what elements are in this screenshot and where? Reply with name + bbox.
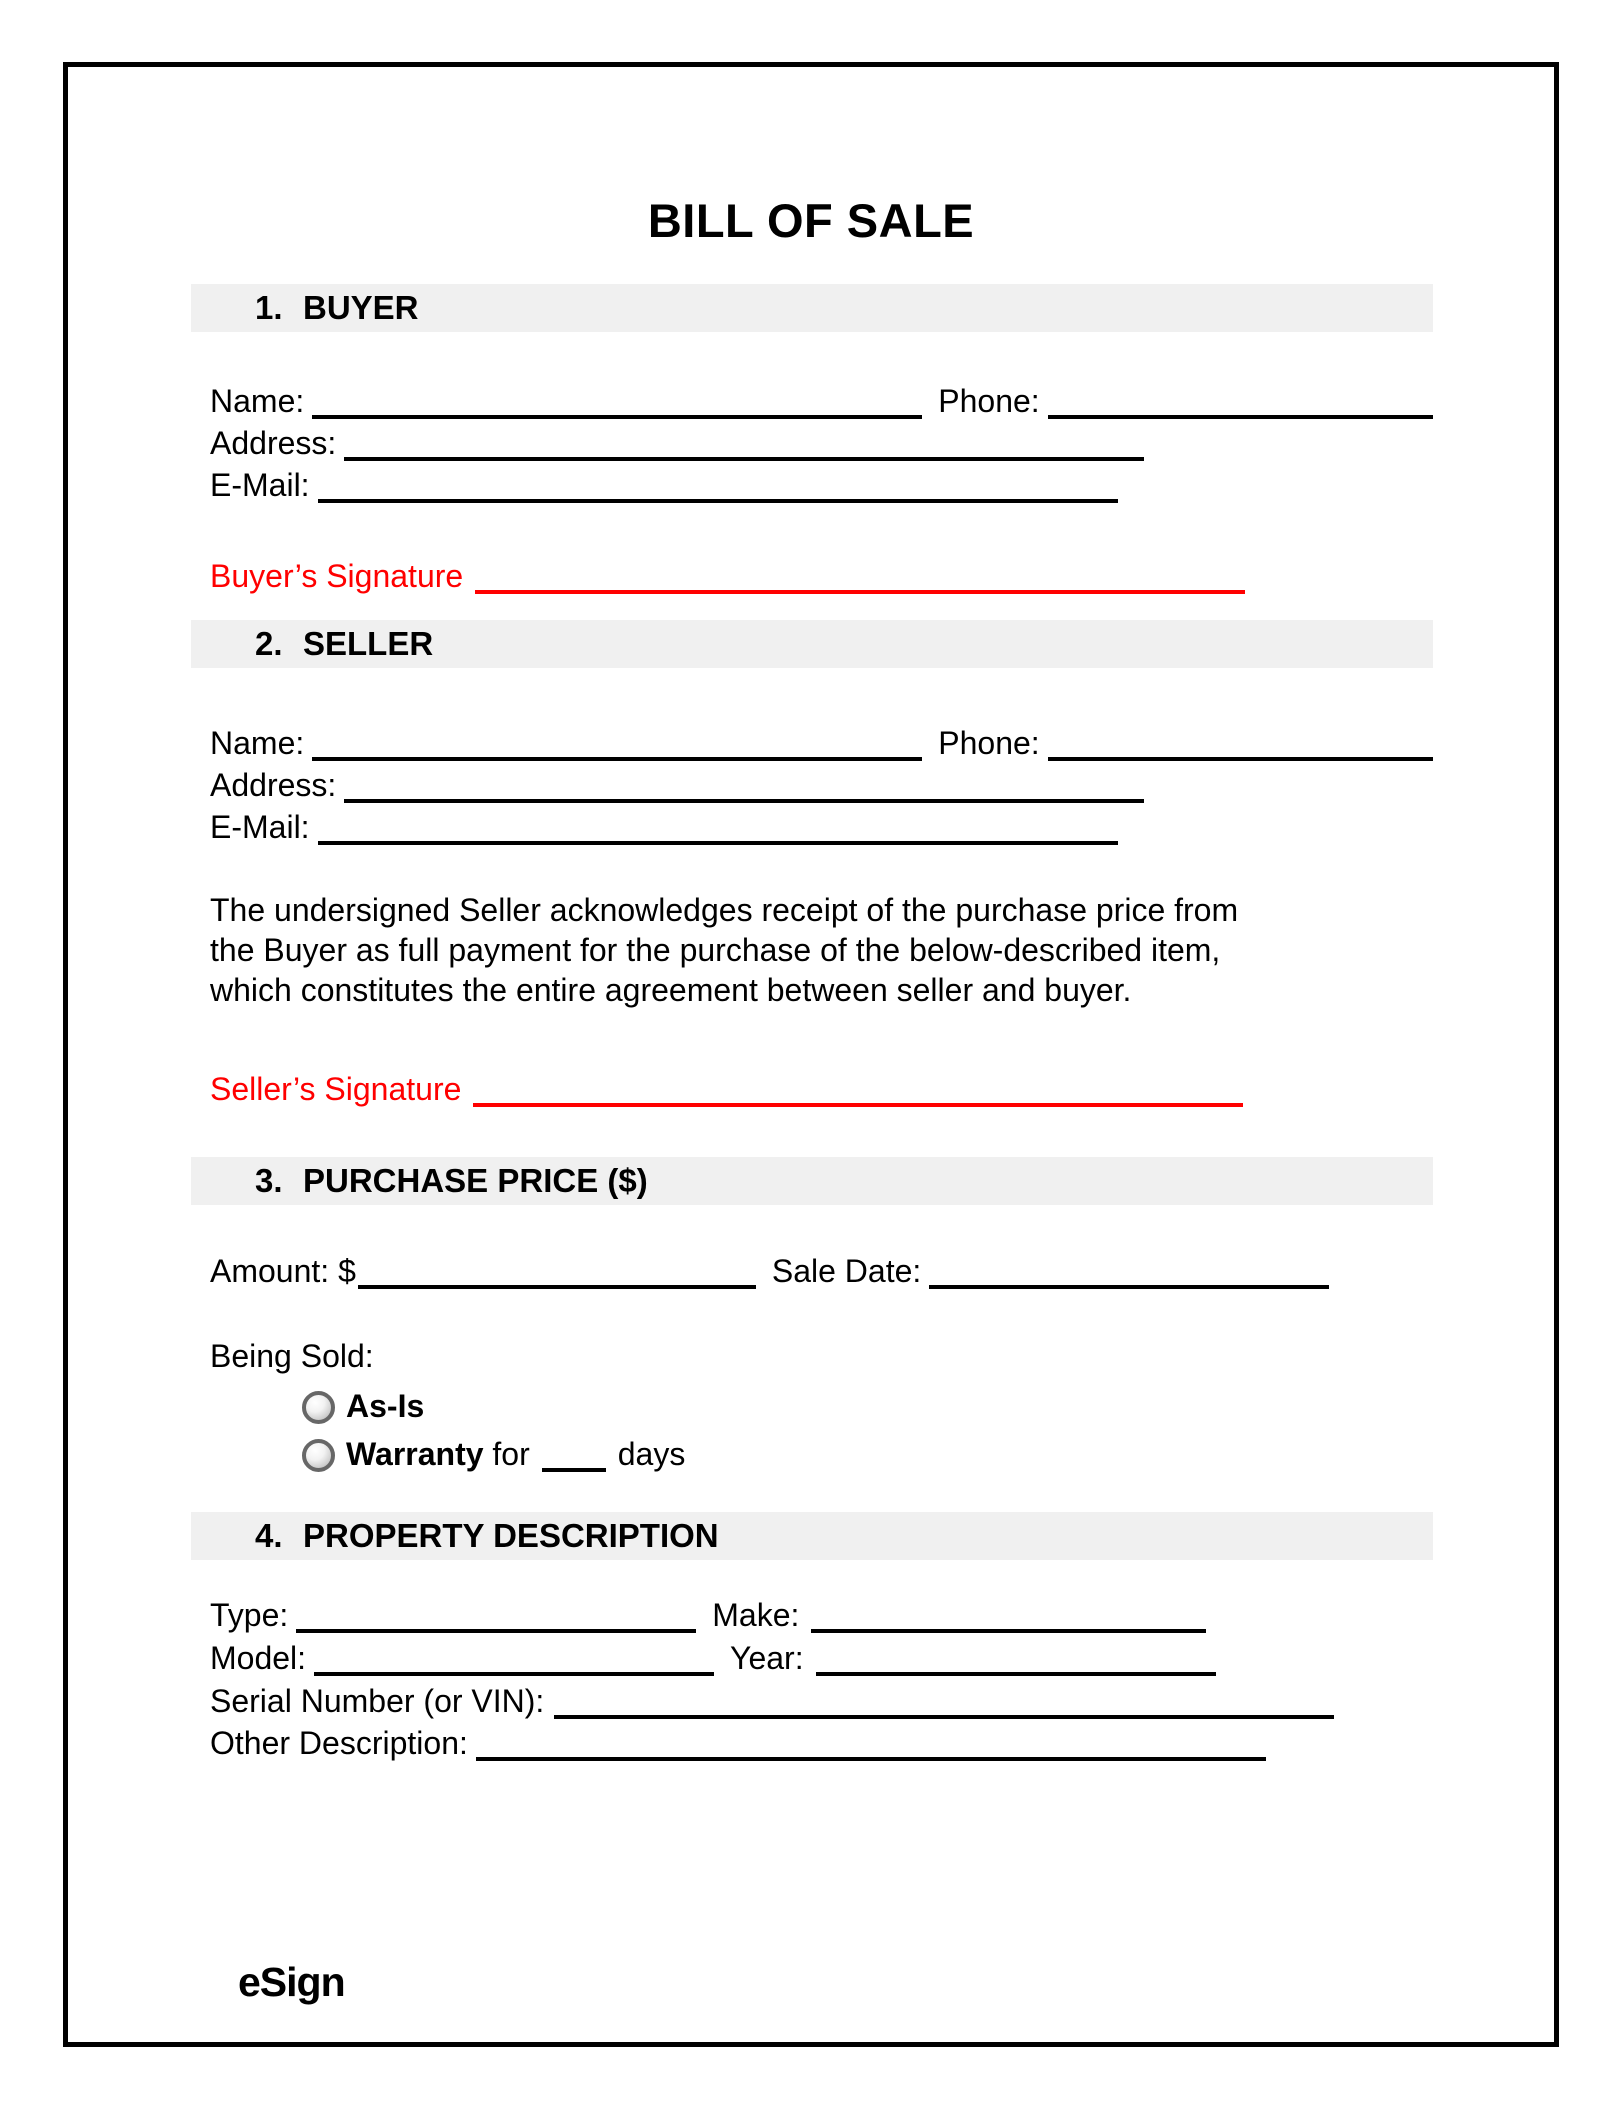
seller-email-row [210,807,1118,847]
section-number: 1. [255,289,283,326]
type-make-row [210,1595,1206,1635]
model-label: Model: [210,1640,307,1676]
seller-phone-line[interactable] [1048,727,1433,761]
buyer-name-label: Name: [210,383,305,419]
section-number: 4. [255,1517,283,1554]
amount-line[interactable] [358,1255,756,1289]
section-heading: SELLER [303,625,434,662]
seller-email-line[interactable] [318,811,1118,845]
seller-signature-label: Seller’s Signature [210,1071,462,1107]
amount-row [210,1251,1329,1291]
esign-logo: eSign [238,1959,345,2005]
being-sold-label: Being Sold: [210,1338,374,1374]
amount-label: Amount: $ [210,1253,356,1289]
warranty-radio[interactable] [302,1439,335,1472]
model-line[interactable] [314,1642,714,1676]
buyer-phone-line[interactable] [1048,385,1433,419]
seller-name-label: Name: [210,725,305,761]
being-sold-row [210,1336,374,1376]
warranty-label: Warranty [346,1436,484,1472]
year-label: Year: [730,1640,804,1676]
buyer-address-line[interactable] [344,427,1144,461]
make-line[interactable] [811,1599,1206,1633]
seller-address-row [210,765,1144,805]
buyer-address-row [210,423,1144,463]
section-heading: PURCHASE PRICE ($) [303,1162,648,1199]
section-header-purchase-price [191,1157,1433,1205]
buyer-email-line[interactable] [318,469,1118,503]
type-line[interactable] [296,1599,696,1633]
buyer-signature-line[interactable] [475,560,1245,594]
section-header-buyer [191,284,1433,332]
section-header-seller [191,620,1433,668]
buyer-email-label: E-Mail: [210,467,310,503]
seller-phone-label: Phone: [938,725,1040,761]
other-description-label: Other Description: [210,1725,468,1761]
section-heading: BUYER [303,289,419,326]
section-number: 2. [255,625,283,662]
acknowledgment-line-1: The undersigned Seller acknowledges receipt of the purchase price from [210,892,1239,928]
make-label: Make: [712,1597,800,1633]
other-description-row [210,1723,1266,1763]
warranty-days-text: days [617,1436,686,1472]
seller-address-line[interactable] [344,769,1144,803]
serial-label: Serial Number (or VIN): [210,1683,545,1719]
section-number: 3. [255,1162,283,1199]
seller-acknowledgment-paragraph [210,890,1450,1010]
sale-date-label: Sale Date: [771,1253,922,1289]
seller-email-label: E-Mail: [210,809,310,845]
buyer-phone-label: Phone: [938,383,1040,419]
seller-name-line[interactable] [312,727,922,761]
buyer-email-row [210,465,1118,505]
seller-signature-line[interactable] [473,1073,1243,1107]
warranty-for-text: for [492,1436,530,1472]
buyer-address-label: Address: [210,425,337,461]
section-header-property-description [191,1512,1433,1560]
acknowledgment-line-2: the Buyer as full payment for the purchase of the below-described item, [210,932,1221,968]
year-line[interactable] [816,1642,1216,1676]
sale-date-line[interactable] [929,1255,1329,1289]
as-is-label: As-Is [346,1388,425,1424]
serial-line[interactable] [554,1685,1334,1719]
buyer-signature-row [210,556,1245,596]
seller-address-label: Address: [210,767,337,803]
warranty-option-row [302,1432,685,1476]
type-label: Type: [210,1597,289,1633]
as-is-radio[interactable] [302,1391,335,1424]
as-is-option-row [302,1384,424,1428]
buyer-name-row [210,381,1433,421]
section-heading: PROPERTY DESCRIPTION [303,1517,719,1554]
warranty-days-line[interactable] [542,1438,606,1472]
serial-row [210,1681,1334,1721]
seller-name-row [210,723,1433,763]
model-year-row [210,1638,1216,1678]
seller-signature-row [210,1069,1243,1109]
buyer-signature-label: Buyer’s Signature [210,558,464,594]
bill-of-sale-page [63,62,1559,2047]
page-title: BILL OF SALE [647,194,975,247]
buyer-name-line[interactable] [312,385,922,419]
acknowledgment-line-3: which constitutes the entire agreement between seller and buyer. [210,972,1132,1008]
other-description-line[interactable] [476,1727,1266,1761]
